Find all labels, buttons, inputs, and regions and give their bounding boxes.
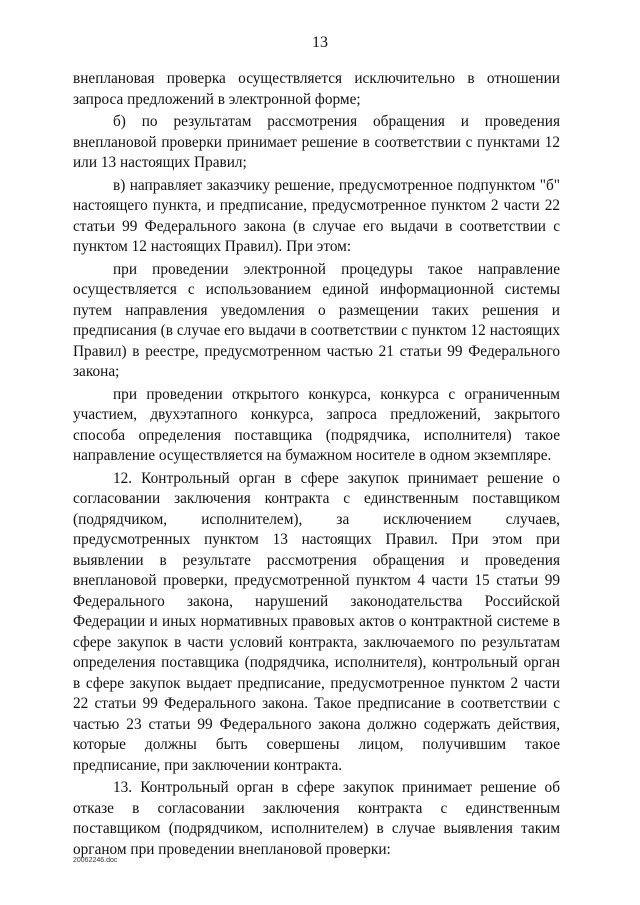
paragraph: 13. Контрольный орган в сфере закупок принимает решение об отказе в согласовании заключения контракта с единственным поставщиком (подрядчиком, исполнителем) в случае выявления таким органом при проведении внеплановой проверки: — [73, 779, 560, 858]
paragraph: 12. Контрольный орган в сфере закупок принимает решение о согласовании заключения контракта с единственным поставщиком (подрядчиком, исполнителем), за исключением случаев, предусмотренных пунктом 13 настоящих Правил. При этом при выявлении в результате рассмотрения обращения и проведения внеплановой проверки, предусмотренной пунктом 4 части 15 статьи 99 Федерального закона, нарушений законодательства Российской Федерации и иных нормативных правовых актов о контрактной системе в сфере закупок в части условий контракта, заключаемого по результатам определения поставщика (подрядчика, исполнителя), контрольный орган в сфере закупок выдает предписание, предусмотренное пунктом 2 части 22 статьи 99 Федерального закона. Такое предписание в соответствии с частью 23 статьи 99 Федерального закона должно содержать действия, которые должны быть совершены лицом, получившим такое предписание, при заключении контракта. — [73, 469, 560, 774]
footer-file-code: 20062246.doc — [73, 857, 118, 864]
paragraph: б) по результатам рассмотрения обращения и проведения внеплановой проверки принимает решение в соответствии с пунктами 12 или 13 настоящих Правил; — [73, 113, 560, 171]
paragraph: в) направляет заказчику решение, предусмотренное подпунктом "б" настоящего пункта, и предписание, предусмотренное пунктом 2 части 22 статьи 99 Федерального закона (в случае его выдачи в соответствии с пунктом 12 настоящих Правил). При этом: — [73, 176, 560, 255]
paragraph: при проведении электронной процедуры такое направление осуществляется с использованием единой информационной системы путем направления уведомления о размещении таких решения и предписания (в случае его выдачи в соответствии с пунктом 12 настоящих Правил) в реестре, предусмотренном частью 21 статьи 99 Федерального закона; — [73, 260, 560, 380]
page-number: 13 — [312, 34, 328, 51]
paragraph: при проведении открытого конкурса, конкурса с ограниченным участием, двухэтапного конкурса, запроса предложений, закрытого способа определения поставщика (подрядчика, исполнителя) такое направление осуществляется на бумажном носителе в одном экземпляре. — [73, 385, 560, 464]
document-body — [73, 69, 560, 860]
paragraph: внеплановая проверка осуществляется исключительно в отношении запроса предложений в электронной форме; — [73, 70, 560, 108]
